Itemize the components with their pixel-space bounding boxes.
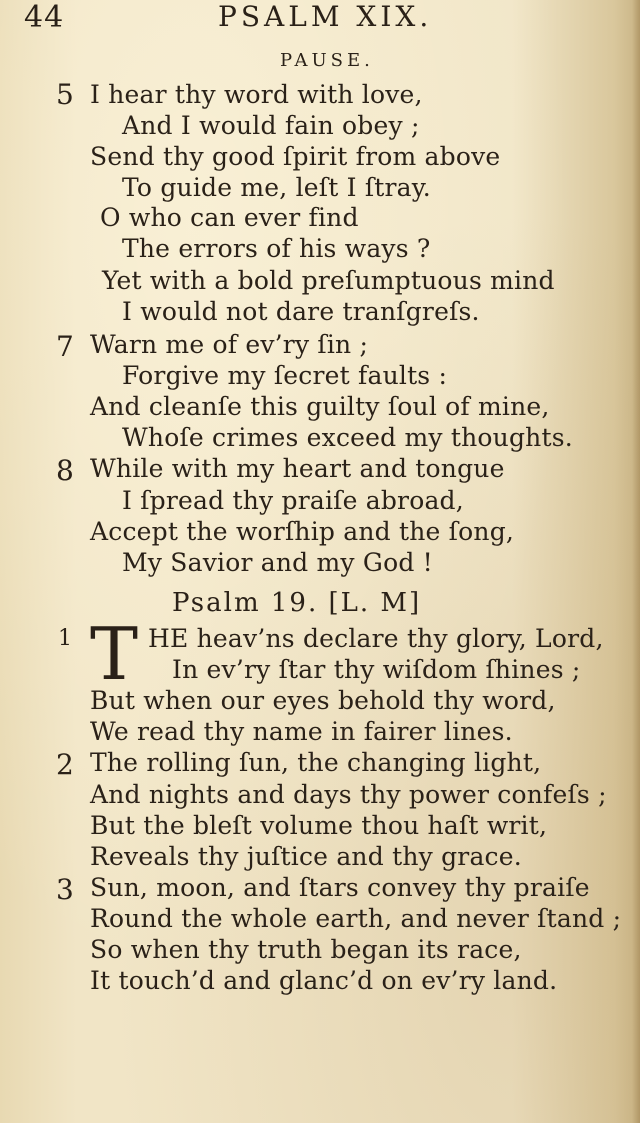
hymn-line: To guide me, leſt I ſtray. (122, 173, 431, 202)
hymn-line: My Savior and my God ! (122, 548, 433, 577)
hymn-line: It touch’d and glanc’d on ev’ry land. (90, 966, 558, 995)
running-title: PSALM XIX. (218, 0, 433, 33)
hymn-line: But when our eyes behold thy word, (90, 686, 556, 715)
hymn-line: Warn me of ev’ry ſin ; (90, 330, 369, 359)
hymn-line: Round the whole earth, and never ſtand ; (90, 904, 622, 933)
hymn-line: Accept the worſhip and the ſong, (90, 517, 515, 546)
verse-number-2: 2 (56, 748, 74, 781)
hymn-line: And I would fain obey ; (122, 111, 420, 140)
verse-number-3: 3 (56, 873, 74, 906)
hymn-line: And nights and days thy power confeſs ; (90, 780, 607, 809)
hymn-line: So when thy truth began its race, (90, 935, 522, 964)
hymn-line: I would not dare tranſgreſs. (122, 297, 480, 326)
hymn-line: Whoſe crimes exceed my thoughts. (122, 423, 573, 452)
verse-number-7: 7 (56, 330, 74, 363)
hymn-line: Sun, moon, and ſtars convey thy praiſe (90, 873, 590, 902)
hymn-line: I ſpread thy praiſe abroad, (122, 486, 464, 515)
verse-number-8: 8 (56, 454, 74, 487)
hymn-line: We read thy name in fairer lines. (90, 717, 513, 746)
hymn-line: But the bleſt volume thou haſt writ, (90, 811, 548, 840)
verse-number-1: 1 (58, 626, 72, 651)
drop-cap: T (90, 612, 139, 696)
hymn-line: Yet with a bold preſumptuous mind (102, 266, 555, 295)
hymn-line: The errors of his ways ? (122, 234, 431, 263)
verse-number-5: 5 (56, 78, 74, 111)
page-edge-shadow (632, 0, 640, 1123)
hymn-line: While with my heart and tongue (90, 454, 505, 483)
hymn-line: In ev’ry ſtar thy wiſdom ſhines ; (172, 655, 581, 684)
hymn-line: The rolling ſun, the changing light, (90, 748, 542, 777)
hymn-line: O who can ever find (100, 203, 359, 232)
hymn-line: Forgive my ſecret faults : (122, 361, 448, 390)
psalm-heading: Psalm 19. [L. M] (172, 588, 422, 618)
hymn-line: Reveals thy juſtice and thy grace. (90, 842, 522, 871)
pause-label: PAUSE. (280, 50, 374, 71)
hymn-line: And cleanſe this guilty ſoul of mine, (90, 392, 550, 421)
hymn-line: HE heav’ns declare thy glory, Lord, (148, 624, 604, 653)
page-number: 44 (24, 0, 65, 35)
hymn-line: Send thy good ſpirit from above (90, 142, 501, 171)
hymn-line: I hear thy word with love, (90, 80, 423, 109)
